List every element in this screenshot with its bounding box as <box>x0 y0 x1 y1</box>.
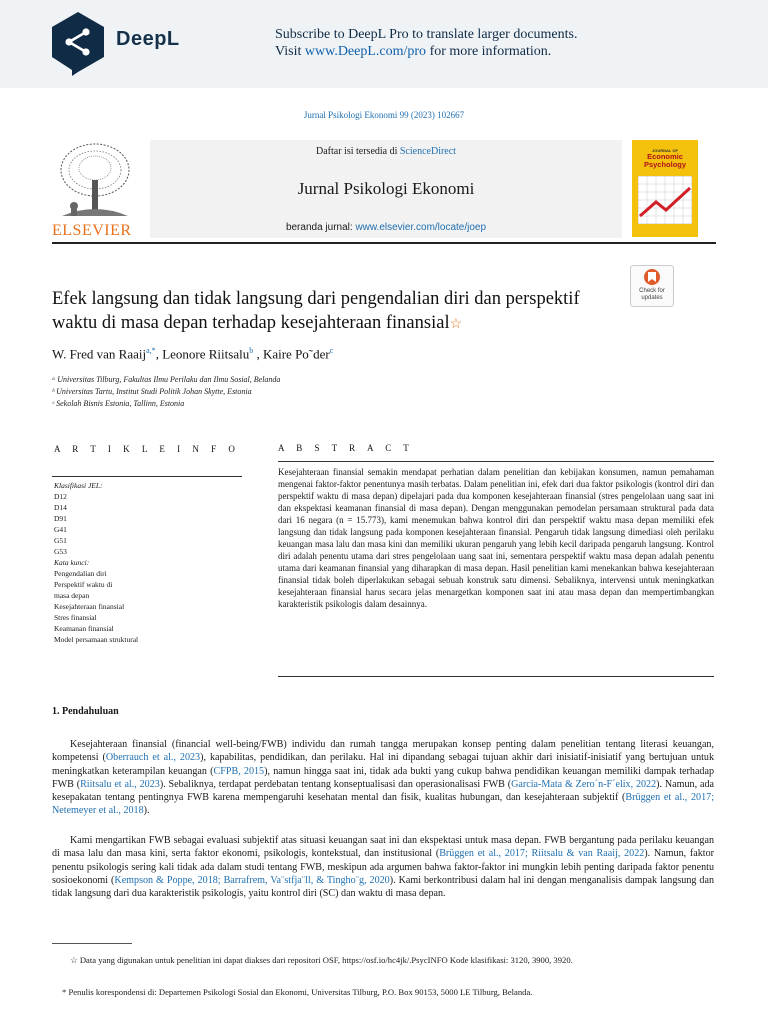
paragraph-text: ), kapabilitas, pendidikan, dan perilaku. Hal ini dipandang sebagai tujuan akhir dari inisiatif-inisiatif yang bertujuan untuk meningkatkan keterampilan keuangan ( <box>52 752 715 777</box>
check-updates-line-2: updates <box>641 295 663 301</box>
journal-cover <box>632 140 698 237</box>
citation-link[interactable]: Brüggen et al., 2017; Riitsalu & van Raaij, 2022 <box>439 848 645 860</box>
jel-code: D14 <box>54 503 67 512</box>
author-affil-sup[interactable]: b <box>249 346 254 355</box>
journal-homepage-pre: beranda jurnal: <box>285 222 356 233</box>
author-name[interactable]: W. Fred van Raaij <box>52 346 147 362</box>
elsevier-wordmark: ELSEVIER <box>52 222 132 239</box>
citation-link[interactable]: Garcia-Mata & Zero´n-F´elix, 2022 <box>511 778 657 790</box>
banner-line-2 <box>275 43 577 60</box>
author-affil-sup[interactable]: c <box>329 346 334 355</box>
article-title <box>52 287 612 337</box>
title-footnote-mark[interactable]: ☆ <box>449 317 463 332</box>
section-heading: 1. Pendahuluan <box>52 706 119 717</box>
elsevier-tree-icon <box>52 140 138 222</box>
abstract-rule-top <box>278 461 714 462</box>
citation-link[interactable]: Riitsalu et al., 2023 <box>80 778 160 790</box>
contents-available-pre: Daftar isi tersedia di <box>316 146 400 157</box>
footnote-data-availability: ☆ Data yang digunakan untuk penelitian ini dapat diakses dari repositori OSF, https://osf.io/hc4jk/.PsycINFO Kode klasifikasi: 3120, 3900, 3920. <box>70 955 573 965</box>
cover-chart-graphic <box>638 176 692 224</box>
check-updates-icon <box>631 266 673 288</box>
check-updates-line-1: Check for <box>639 288 665 294</box>
author-affil-sup[interactable]: a,* <box>146 346 156 355</box>
banner-line-1: Subscribe to DeepL Pro to translate larger documents. <box>275 27 578 42</box>
banner-line-2-pre: Visit <box>275 44 305 59</box>
affiliation: ᵃ Universitas Tilburg, Fakultas Ilmu Perilaku dan Ilmu Sosial, Belanda <box>52 375 281 384</box>
jel-label: Klasifikasi JEL: <box>54 481 103 490</box>
journal-name: Jurnal Psikologi Ekonomi <box>297 179 475 198</box>
banner-line-2-post: for more information. <box>426 44 552 59</box>
keyword: Stres finansial <box>54 613 97 622</box>
intro-paragraph-2 <box>52 834 714 900</box>
journal-citation[interactable]: Jurnal Psikologi Ekonomi 99 (2023) 102667 <box>303 110 465 120</box>
abstract-text: Kesejahteraan finansial semakin mendapat perhatian dalam penelitian dan kebijakan konsumen, namun pemahaman mengenai faktor-faktor penentunya masih terbatas. Dalam penelitian ini, efek dari dua faktor psikologis (kontrol diri dan perspektif waktu di masa depan) dipelajari pada dua komponen kesejahteraan finansial (stres pengelolaan uang saat ini dan ekspektasi keamanan finansial di masa depan). Dengan menggunakan pemodelan persamaan struktural pada data dari 16 negara (n = 15.773), kami menemukan bahwa kontrol diri dan perspektif waktu masa depan memiliki efek langsung dan tidak langsung pada komponen kesejahteraan finansial. Pengaruh tidak langsung dimediasi oleh perilaku keuangan masa lalu dan masa kini dan memiliki ukuran pengaruh yang lebih kecil daripada pengaruh langsung. Kontrol diri adalah penentu utama dari stres pengelolaan uang saat ini, sementara perspektif waktu masa depan adalah penentu utama dari keamanan finansial yang diharapkan di masa depan. Hasil penelitian kami menekankan bahwa kesejahteraan finansial tidak boleh diperlakukan sebagai sebuah konstruk satu dimensi. Sebaliknya, intervensi untuk meningkatkan kesejahteraan finansial harus secara jelas menargetkan komponen saat ini atau masa depan dan mempertimbangkan karakteristik psikologis dalam desainnya. <box>278 467 714 609</box>
intro-paragraph-1 <box>52 738 714 818</box>
keyword: Perspektif waktu di <box>54 580 113 589</box>
affiliation: ᶜ Sekolah Bisnis Estonia, Tallinn, Estonia <box>52 399 185 408</box>
article-info-rule <box>52 476 242 477</box>
check-for-updates-button[interactable] <box>630 265 674 307</box>
deepl-logo-icon[interactable] <box>52 12 104 76</box>
paragraph-text: ). Namun, ada kesepakatan tentang pentingnya FWB karena mempengaruhi kesehatan mental dan fisik, kualitas hubungan, dan kesejahteraan subjektif ( <box>52 778 714 804</box>
keywords-label: Kata kunci: <box>54 558 90 567</box>
banner-message <box>275 26 577 60</box>
jel-code: G41 <box>54 525 67 534</box>
cover-title-line-2: Psychology <box>643 160 687 169</box>
author-name[interactable]: Leonore Riitsalu <box>162 346 250 362</box>
cover-title-line-1: Economic <box>647 152 683 161</box>
header-rule <box>52 242 716 244</box>
jel-code: G51 <box>54 536 67 545</box>
keyword: Keamanan finansial <box>54 624 114 633</box>
jel-code: D12 <box>54 492 67 501</box>
deepl-pro-link[interactable]: www.DeepL.com/pro <box>304 44 427 59</box>
paragraph-text: ), namun hingga saat ini, tidak ada bukti yang cukup bahwa pendidikan keuangan memiliki dampak terhadap FWB ( <box>52 765 714 790</box>
paragraph-text: ). Namun, faktor penentu psikologis sering kali tidak ada dalam studi tentang FWB, meskipun ada argumen bahwa faktor-faktor ini mungkin lebih penting daripada faktor penentu sosioekonomi ( <box>52 848 714 886</box>
affiliation: ᵇ Universitas Tartu, Institut Studi Politik Johan Skytte, Estonia <box>52 387 252 396</box>
citation-link[interactable]: CFPB, 2015 <box>213 765 265 777</box>
paragraph-text: Kesejahteraan finansial (financial well-being/FWB) individu dan rumah tangga merupakan konsep penting dalam penelitian tentang literasi keuangan, kompetensi ( <box>52 739 714 764</box>
abstract-heading: A B S T R A C T <box>278 443 414 453</box>
paragraph-text: Kami mengartikan FWB sebagai evaluasi subjektif atas situasi keuangan saat ini dan ekspektasi untuk masa depan. FWB bergantung pada perilaku keuangan di masa lalu dan masa kini, serta faktor ekonomi, psikologis, kontekstual, dan institusional ( <box>52 835 714 860</box>
cover-title <box>635 148 695 169</box>
footnote-rule <box>52 943 132 944</box>
check-updates-label <box>631 288 673 302</box>
article-info-heading: A R T I K L E I N F O <box>54 444 240 454</box>
footnote-corresponding-author: * Penulis korespondensi di: Departemen Psikologi Sosial dan Ekonomi, Universitas Tilburg, P.O. Box 90153, 5000 LE Tilburg, Belanda. <box>62 987 533 997</box>
cover-prefix: JOURNAL OF <box>652 148 678 153</box>
abstract-rule-bottom <box>278 676 714 677</box>
deepl-wordmark: DeepL <box>116 28 180 50</box>
article-title-text: Efek langsung dan tidak langsung dari pengendalian diri dan perspektif waktu di masa depan terhadap kesejahteraan finansial <box>52 289 580 333</box>
contents-available <box>150 146 622 157</box>
paragraph-text: ). Kami berkontribusi dalam hal ini dengan menganalisis dampak langsung dan tidak langsung dari dua karakteristik psikologis, yaitu kontrol diri (SC) dan waktu di masa depan. <box>52 874 714 900</box>
homepage-link[interactable]: www.elsevier.com/locate/joep <box>355 222 487 233</box>
citation-link[interactable]: Brüggen et al., 2017; Netemeyer et al., 2018 <box>52 792 714 817</box>
deepl-banner <box>0 0 768 88</box>
keyword: masa depan <box>54 591 90 600</box>
keyword: Model persamaan struktural <box>54 635 139 644</box>
citation-link[interactable]: Oberrauch et al., 2023 <box>105 752 201 764</box>
keyword: Pengendalian diri <box>54 569 107 578</box>
author-name[interactable]: Kaire Po˜der <box>262 346 330 362</box>
paragraph-text: ). Sebaliknya, terdapat perdebatan tentang konseptualisasi dan operasionalisasi FWB ( <box>159 778 512 790</box>
journal-homepage <box>150 222 622 233</box>
citation-link[interactable]: Kempson & Poppe, 2018; Barrafrem, Va¨stfja¨ll, & Tingho¨g, 2020 <box>114 874 390 886</box>
sciencedirect-link[interactable]: ScienceDirect <box>399 146 456 157</box>
author-list: W. Fred van Raaij$^{a,*}$, Leonore Riitsalu$^b$ , Kaire Po˜der$^c$ <box>52 346 334 362</box>
article-info-list <box>54 480 244 645</box>
jel-code: D91 <box>54 514 67 523</box>
jel-code: G53 <box>54 547 67 556</box>
keyword: Kesejahteraan finansial <box>54 602 125 611</box>
paragraph-text: ). <box>143 805 150 817</box>
